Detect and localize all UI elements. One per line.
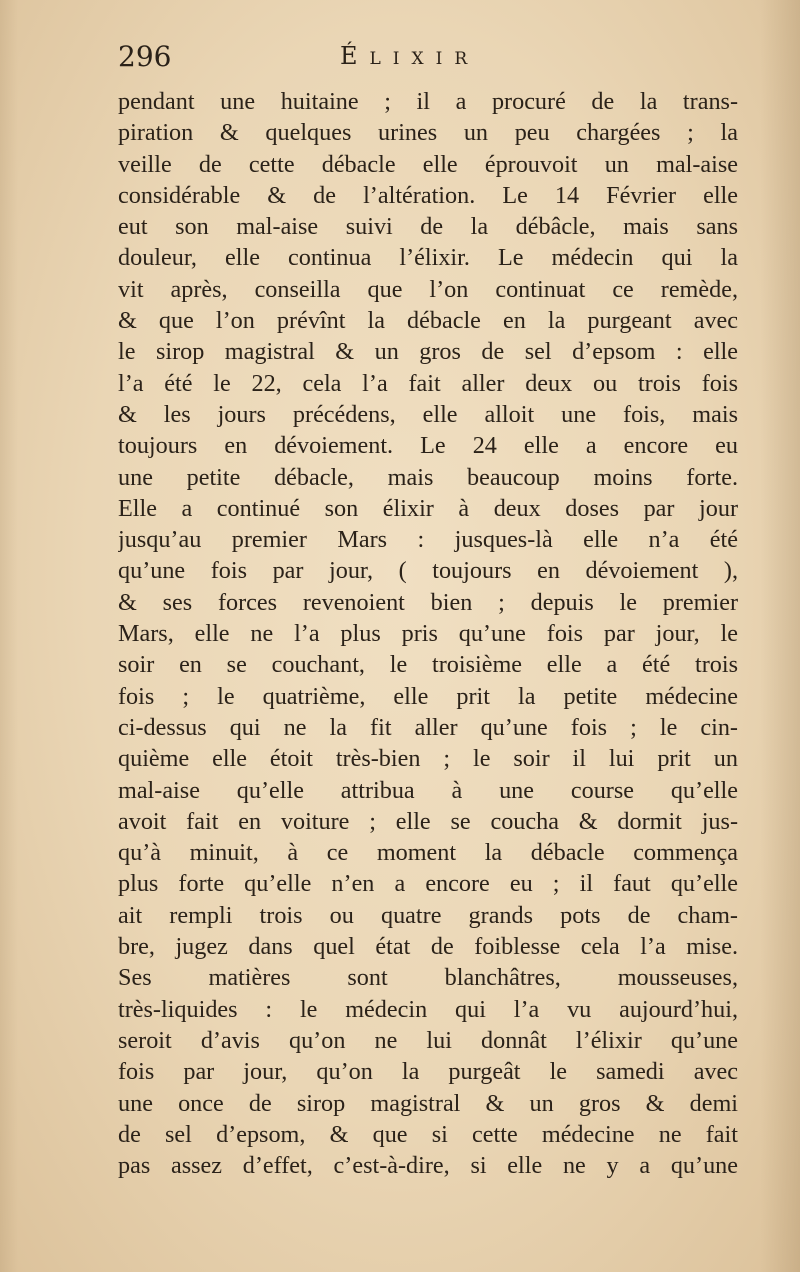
text-line: ait rempli trois ou quatre grands pots de cham- [118, 901, 738, 929]
body-text [118, 86, 738, 1181]
text-line: plus forte qu’elle n’en a encore eu ; il faut qu’elle [118, 870, 738, 898]
text-line: fois ; le quatrième, elle prit la petite médecine [118, 682, 738, 710]
text-line: & les jours précédens, elle alloit une fois, mais [118, 400, 738, 428]
text-line: Elle a continué son élixir à deux doses par jour [118, 494, 738, 522]
text-line: & ses forces revenoient bien ; depuis le premier [118, 588, 738, 616]
text-line: piration & quelques urines un peu chargées ; la [118, 119, 738, 147]
text-line: & que l’on prévînt la débacle en la purgeant avec [118, 307, 738, 335]
page-header [118, 40, 738, 84]
text-line: ci-dessus qui ne la fit aller qu’une fois ; le cin- [118, 713, 738, 741]
text-line: qu’une fois par jour, ( toujours en dévoiement ), [118, 557, 738, 585]
text-line: veille de cette débacle elle éprouvoit un mal-aise [118, 150, 738, 178]
text-line: toujours en dévoiement. Le 24 elle a encore eu [118, 432, 738, 460]
text-line: pendant une huitaine ; il a procuré de la trans- [118, 88, 738, 115]
text-line: quième elle étoit très-bien ; le soir il lui prit un [118, 745, 738, 773]
text-line: Ses matières sont blanchâtres, mousseuses, [118, 964, 738, 992]
running-title: Élixir [340, 42, 480, 70]
text-line: l’a été le 22, cela l’a fait aller deux ou trois fois [118, 369, 738, 397]
text-line: jusqu’au premier Mars : jusques-là elle n’a été [118, 526, 738, 554]
text-line: eut son mal-aise suivi de la débâcle, mais sans [118, 213, 738, 241]
text-line: bre, jugez dans quel état de foiblesse cela l’a mise. [118, 933, 738, 961]
page-number: 296 [118, 40, 172, 73]
text-line: pas assez d’effet, c’est-à-dire, si elle ne y a qu’une [118, 1152, 738, 1180]
text-line: le sirop magistral & un gros de sel d’epsom : elle [118, 338, 738, 366]
text-line: une once de sirop magistral & un gros & demi [118, 1089, 738, 1117]
text-line: fois par jour, qu’on la purgeât le samedi avec [118, 1058, 738, 1086]
text-line: très-liquides : le médecin qui l’a vu aujourd’hui, [118, 995, 738, 1023]
page-gutter-shadow [0, 0, 18, 1272]
text-line: Mars, elle ne l’a plus pris qu’une fois par jour, le [118, 620, 738, 648]
text-line: considérable & de l’altération. Le 14 Février elle [118, 181, 738, 209]
text-line: avoit fait en voiture ; elle se coucha & dormit jus- [118, 807, 738, 835]
text-line: vit après, conseilla que l’on continuat ce remède, [118, 275, 738, 303]
text-line: douleur, elle continua l’élixir. Le médecin qui la [118, 244, 738, 272]
text-line: qu’à minuit, à ce moment la débacle commença [118, 839, 738, 867]
text-line: de sel d’epsom, & que si cette médecine ne fait [118, 1120, 738, 1148]
text-line: seroit d’avis qu’on ne lui donnât l’élixir qu’une [118, 1026, 738, 1054]
text-line: mal-aise qu’elle attribua à une course qu’elle [118, 776, 738, 804]
page-edge-shadow [760, 0, 800, 1272]
text-line: soir en se couchant, le troisième elle a été trois [118, 651, 738, 679]
text-line: une petite débacle, mais beaucoup moins forte. [118, 463, 738, 491]
